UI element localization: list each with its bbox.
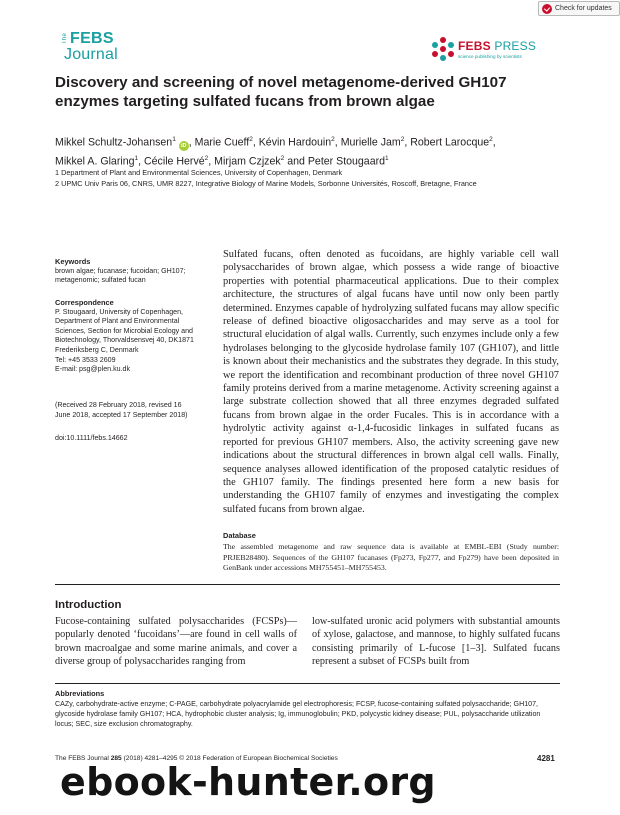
abstract-text: Sulfated fucans, often denoted as fucoidans, are highly variable cell wall polysaccharides of brown algae, which possess a wide range of bioactive properties with potential pharmaceutical applications. Due to their complex architecture, the structures of algal fucans have until now only been partly determined. Enzymes capable of hydrolyzing sulfated fucans may allow specific release of defined bioactive oligosaccharides and may serve as a tool for structural elucidation of algal walls. Currently, such enzymes include only a few hydrolases belonging to the glycoside hydrolase family 107 (GH107), and little is known about their mechanistics and the substrates they degrade. In this study, we report the identification and recombinant production of three novel GH107 family proteins derived from a marine metagenome. Activity screening against a large substrate collection showed that all three enzymes degraded sulfated fucans from brown algae in the order Fucales. This is in accordance with a hydrolytic activity against α-1,4-fucosidic linkages in sulfated fucans as reported for previous GH107 members. Also, the activity screening gave new indications about the structural differences in brown algal cell walls. Finally, sequence analyses allowed identification of the proposed catalytic residues of the GH107 family. The findings presented here form a new basis for understanding the GH107 family of enzymes and investigating the complex sulfated fucans from brown algae. bbox=[223, 249, 559, 515]
database-text: The assembled metagenome and raw sequence data is available at EMBL-EBI (Study number: PRJEB28480). Sequences of the GH107 fucanases (Fp273, Fp277, and Fp279) have been deposited in GenBank under accessions MH755451–MH755453. bbox=[223, 542, 559, 573]
author-name: Cécile Hervé bbox=[144, 155, 205, 168]
abbreviations-heading: Abbreviations bbox=[55, 689, 105, 698]
introduction-heading: Introduction bbox=[55, 599, 122, 611]
author-name: Mikkel Schultz-Johansen bbox=[55, 136, 173, 149]
introduction-column-right: low-sulfated uronic acid polymers with substantial amounts of xylose, galactose, and mannose, to highly sulfated fucans consisting primarily of L-fucose [1–3]. Sulfated fucans represent a subset of FCSPs built from bbox=[312, 616, 560, 668]
logo-journal-text: Journal bbox=[64, 46, 118, 63]
author-name: Kévin Hardouin bbox=[258, 136, 332, 149]
check-for-updates-button[interactable] bbox=[538, 1, 620, 16]
author-affiliation-mark: 1 bbox=[134, 154, 139, 162]
received-line: June 2018, accepted 17 September 2018) bbox=[55, 410, 188, 419]
author-affiliation-mark: 1 bbox=[385, 154, 389, 162]
correspondence-heading: Correspondence bbox=[55, 298, 114, 307]
author-affiliation-mark: 2 bbox=[489, 136, 493, 143]
orcid-icon[interactable]: iD bbox=[179, 141, 189, 151]
febs-press-name: FEBS PRESS bbox=[458, 39, 537, 53]
keywords-text: brown algae; fucanase; fucoidan; GH107; metagenomic; sulfated fucan bbox=[55, 266, 186, 285]
received-line: (Received 28 February 2018, revised 16 bbox=[55, 401, 182, 409]
author-affiliation-mark: 1 bbox=[172, 136, 176, 143]
author-affiliation-mark: 2 bbox=[400, 136, 405, 143]
check-updates-icon bbox=[542, 4, 552, 14]
abstract bbox=[223, 248, 559, 516]
correspondence-line: Frederiksberg C, Denmark bbox=[55, 345, 139, 354]
author-affiliation-mark: 2 bbox=[331, 136, 335, 143]
keywords-heading: Keywords bbox=[55, 257, 91, 266]
febs-press-mark-icon bbox=[431, 37, 455, 61]
footer-citation: The FEBS Journal 285 (2018) 4281–4295 © 2018 Federation of European Biochemical Societies bbox=[55, 755, 338, 762]
author-list: Mikkel Schultz-Johansen$^1$ iD , Marie Cueff$^2$, Kévin Hardouin$^2$, Murielle Jam$^2$, Robert Larocque$^2$, Mikkel A. Glaring$^1$, Cécile Hervé$^2$, Mirjam Czjzek$^2$ and Peter Stougaard$^1$ bbox=[55, 136, 496, 168]
author-name: Robert Larocque bbox=[410, 136, 490, 149]
author-affiliation-mark: 2 bbox=[204, 154, 209, 162]
section-rule-abbreviations bbox=[55, 683, 560, 684]
febs-journal-logo bbox=[62, 32, 124, 66]
febs-press-logo bbox=[431, 37, 551, 63]
correspondence-line: P. Stougaard, University of Copenhagen, bbox=[55, 307, 184, 316]
correspondence-email: E-mail: psg@plen.ku.dk bbox=[55, 365, 131, 374]
keywords-block bbox=[55, 257, 215, 286]
correspondence-block bbox=[55, 298, 215, 375]
affiliation-2: 2 UPMC Univ Paris 06, CNRS, UMR 8227, Integrative Biology of Marine Models, Sorbonne Universités, Roscoff, Bretagne, France bbox=[55, 179, 477, 188]
received-dates bbox=[55, 401, 215, 420]
correspondence-line: Sciences, Section for Microbial Ecology and bbox=[55, 326, 194, 335]
logo-the-text: The bbox=[62, 33, 68, 44]
correspondence-line: Department of Plant and Environmental bbox=[55, 317, 180, 326]
affiliation-1: 1 Department of Plant and Environmental Sciences, University of Copenhagen, Denmark bbox=[55, 168, 343, 177]
doi-link[interactable]: doi:10.1111/febs.14662 bbox=[55, 434, 128, 442]
correspondence-line: Biotechnology, Thorvaldsensvej 40, DK1871 bbox=[55, 336, 194, 345]
author-name: Mikkel A. Glaring bbox=[55, 155, 135, 168]
page-number: 4281 bbox=[537, 754, 555, 763]
check-updates-label: Check for updates bbox=[555, 5, 612, 12]
correspondence-line: Tel: +45 3533 2609 bbox=[55, 355, 116, 364]
febs-press-tagline: science publishing by scientists bbox=[458, 54, 522, 59]
abbreviations-text: CAZy, carbohydrate-active enzyme; C-PAGE, carbohydrate polyacrylamide gel electrophoresis; FCSP, fucose-containing sulfated polysaccharide; GH107, glycoside hydrolase family GH107; HCA, hydrophobic cluster analysis; Ig, immunoglobulin; PKD, polycystic kidney disease; PUL, polysaccharide utilization locus; SEC, size exclusion chromatography. bbox=[55, 700, 541, 728]
author-name: Peter Stougaard bbox=[307, 155, 386, 168]
author-affiliation-mark: 2 bbox=[249, 136, 253, 143]
article-title: Discovery and screening of novel metagenome-derived GH107 enzymes targeting sulfated fucans from brown algae bbox=[55, 74, 507, 110]
author-name: Marie Cueff bbox=[194, 136, 250, 149]
author-name: Mirjam Czjzek bbox=[214, 155, 281, 168]
introduction-column-left: Fucose-containing sulfated polysaccharides (FCSPs)—popularly denoted ‘fucoidans’—are found in cell walls of brown macroalgae and some marine animals, and cover a diverse group of polysaccharides ranging from bbox=[55, 616, 297, 668]
logo-febs-text: FEBS bbox=[70, 30, 114, 47]
author-name: Murielle Jam bbox=[340, 136, 401, 149]
section-rule-top bbox=[55, 584, 560, 585]
watermark-text: ebook-hunter.org bbox=[60, 760, 436, 804]
author-affiliation-mark: 2 bbox=[280, 154, 285, 162]
database-heading: Database bbox=[223, 531, 256, 540]
